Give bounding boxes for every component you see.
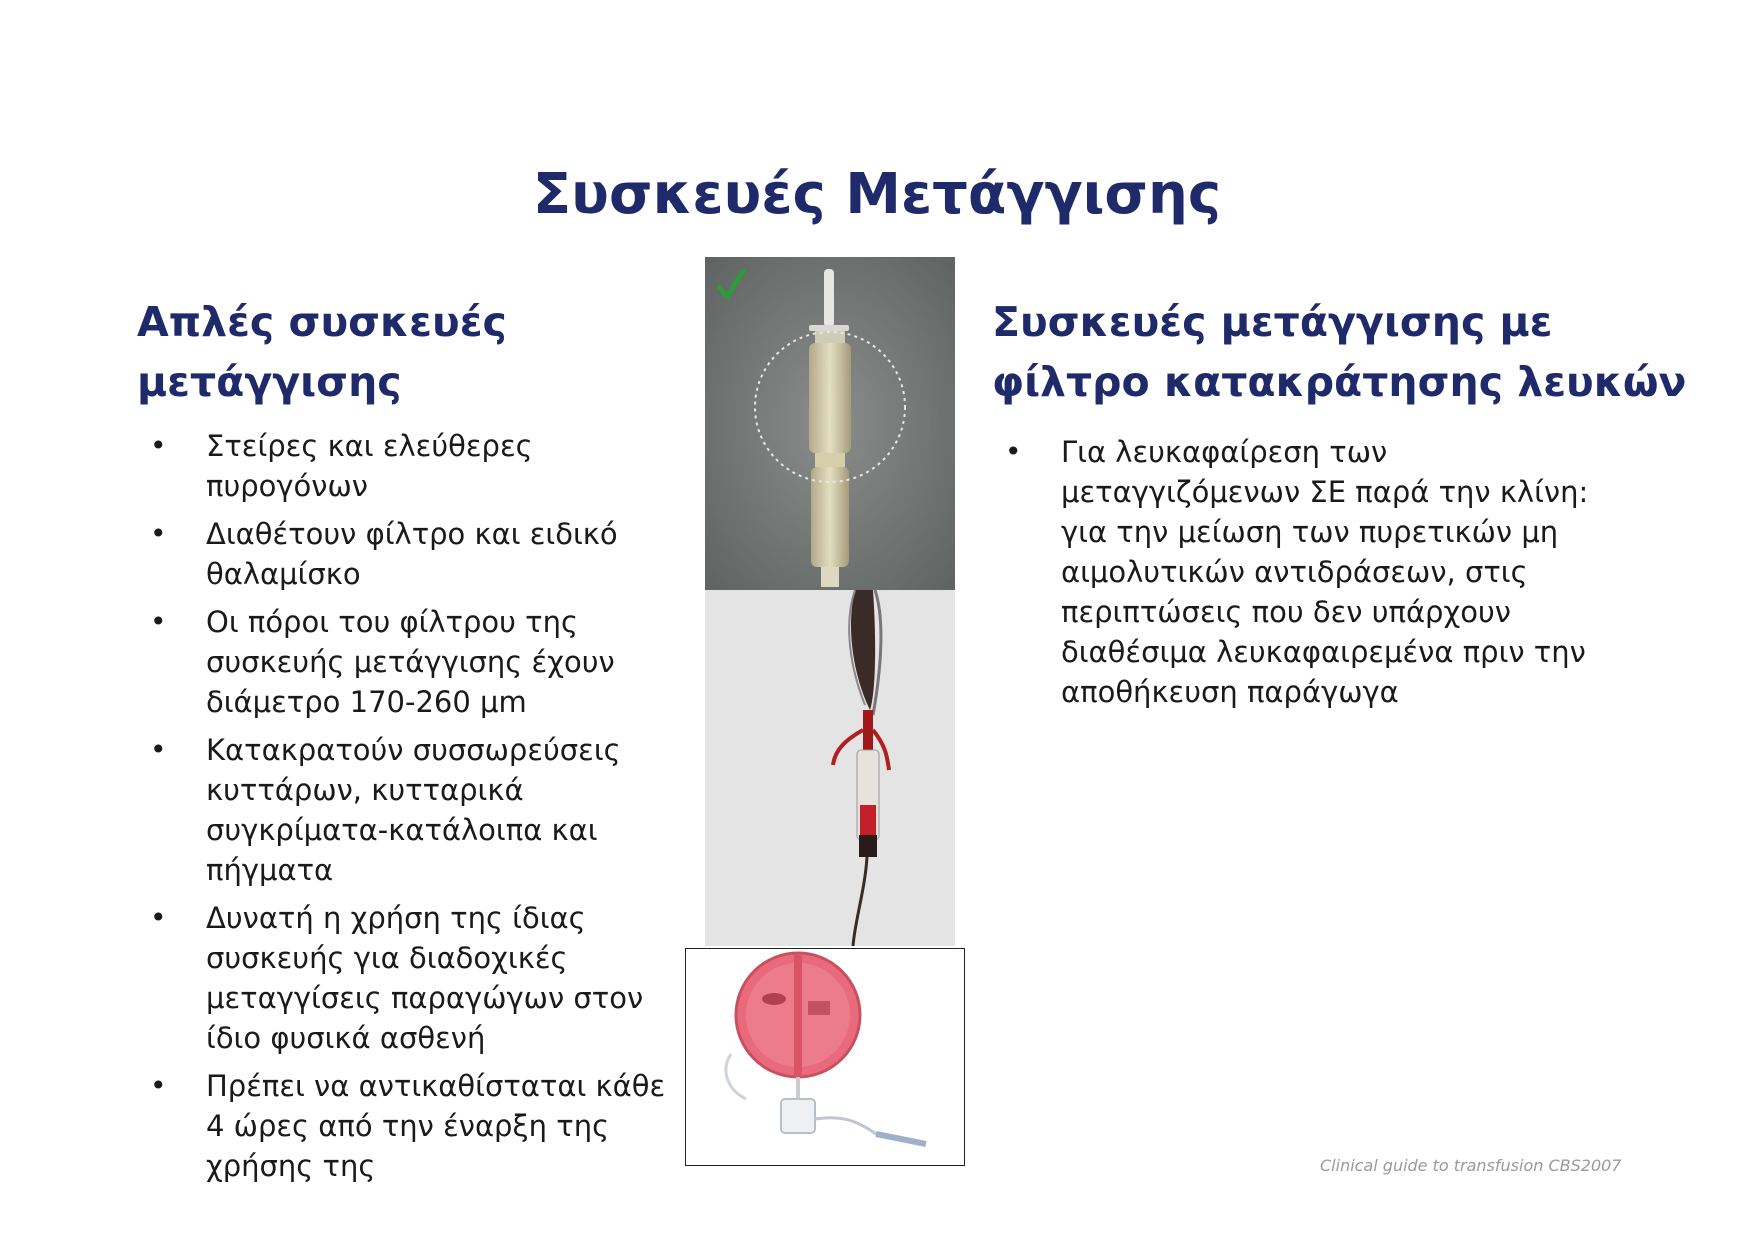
left-bullet-3: • Οι πόροι του φίλτρου της συσκευής μετάγγισης έχουν διάμετρο 170-260 μm: [150, 602, 670, 722]
drip-chamber-illustration: [705, 257, 955, 590]
right-bullet-list: [1005, 432, 1605, 720]
left-column-heading: [137, 292, 657, 412]
left-bullet-2: • Διαθέτουν φίλτρο και ειδικό θαλαμίσκο: [150, 514, 670, 594]
page-title: Συσκευές Μετάγγισης: [532, 162, 1222, 227]
blood-bag-filter-photo: [705, 590, 955, 946]
leukocyte-filter-photo: [685, 948, 965, 1166]
left-bullet-6: • Πρέπει να αντικαθίσταται κάθε 4 ώρες από την έναρξη της χρήσης της: [150, 1066, 670, 1186]
blood-bag-illustration: [705, 590, 955, 946]
right-heading-line-2: φίλτρο κατακράτησης λευκών: [992, 358, 1687, 406]
left-heading-line-2: μετάγγισης: [137, 358, 402, 406]
left-bullet-list: [150, 426, 670, 1194]
right-bullet-1: • Για λευκαφαίρεση των μεταγγιζόμενων ΣΕ παρά την κλίνη: για την μείωση των πυρετικών μη αιμολυτικών αντιδράσεων, στις περιπτώσεις που δεν υπάρχουν διαθέσιμα λευκαφαιρεμένα πριν την αποθήκευση παράγωγα: [1005, 432, 1605, 712]
drip-chamber-photo: [705, 257, 955, 590]
left-heading-line-1: Απλές συσκευές: [137, 298, 507, 346]
right-column-heading: [992, 292, 1712, 412]
left-bullet-1: • Στείρες και ελεύθερες πυρογόνων: [150, 426, 670, 506]
left-bullet-4: • Κατακρατούν συσσωρεύσεις κυττάρων, κυτταρικά συγκρίματα-κατάλοιπα και πήγματα: [150, 730, 670, 890]
right-heading-line-1: Συσκευές μετάγγισης με: [992, 298, 1553, 346]
left-bullet-5: • Δυνατή η χρήση της ίδιας συσκευής για διαδοχικές μεταγγίσεις παραγώγων στον ίδιο φυσικά ασθενή: [150, 898, 670, 1058]
source-credit: Clinical guide to transfusion CBS2007: [1320, 1156, 1622, 1175]
leukocyte-filter-illustration: [686, 949, 964, 1165]
